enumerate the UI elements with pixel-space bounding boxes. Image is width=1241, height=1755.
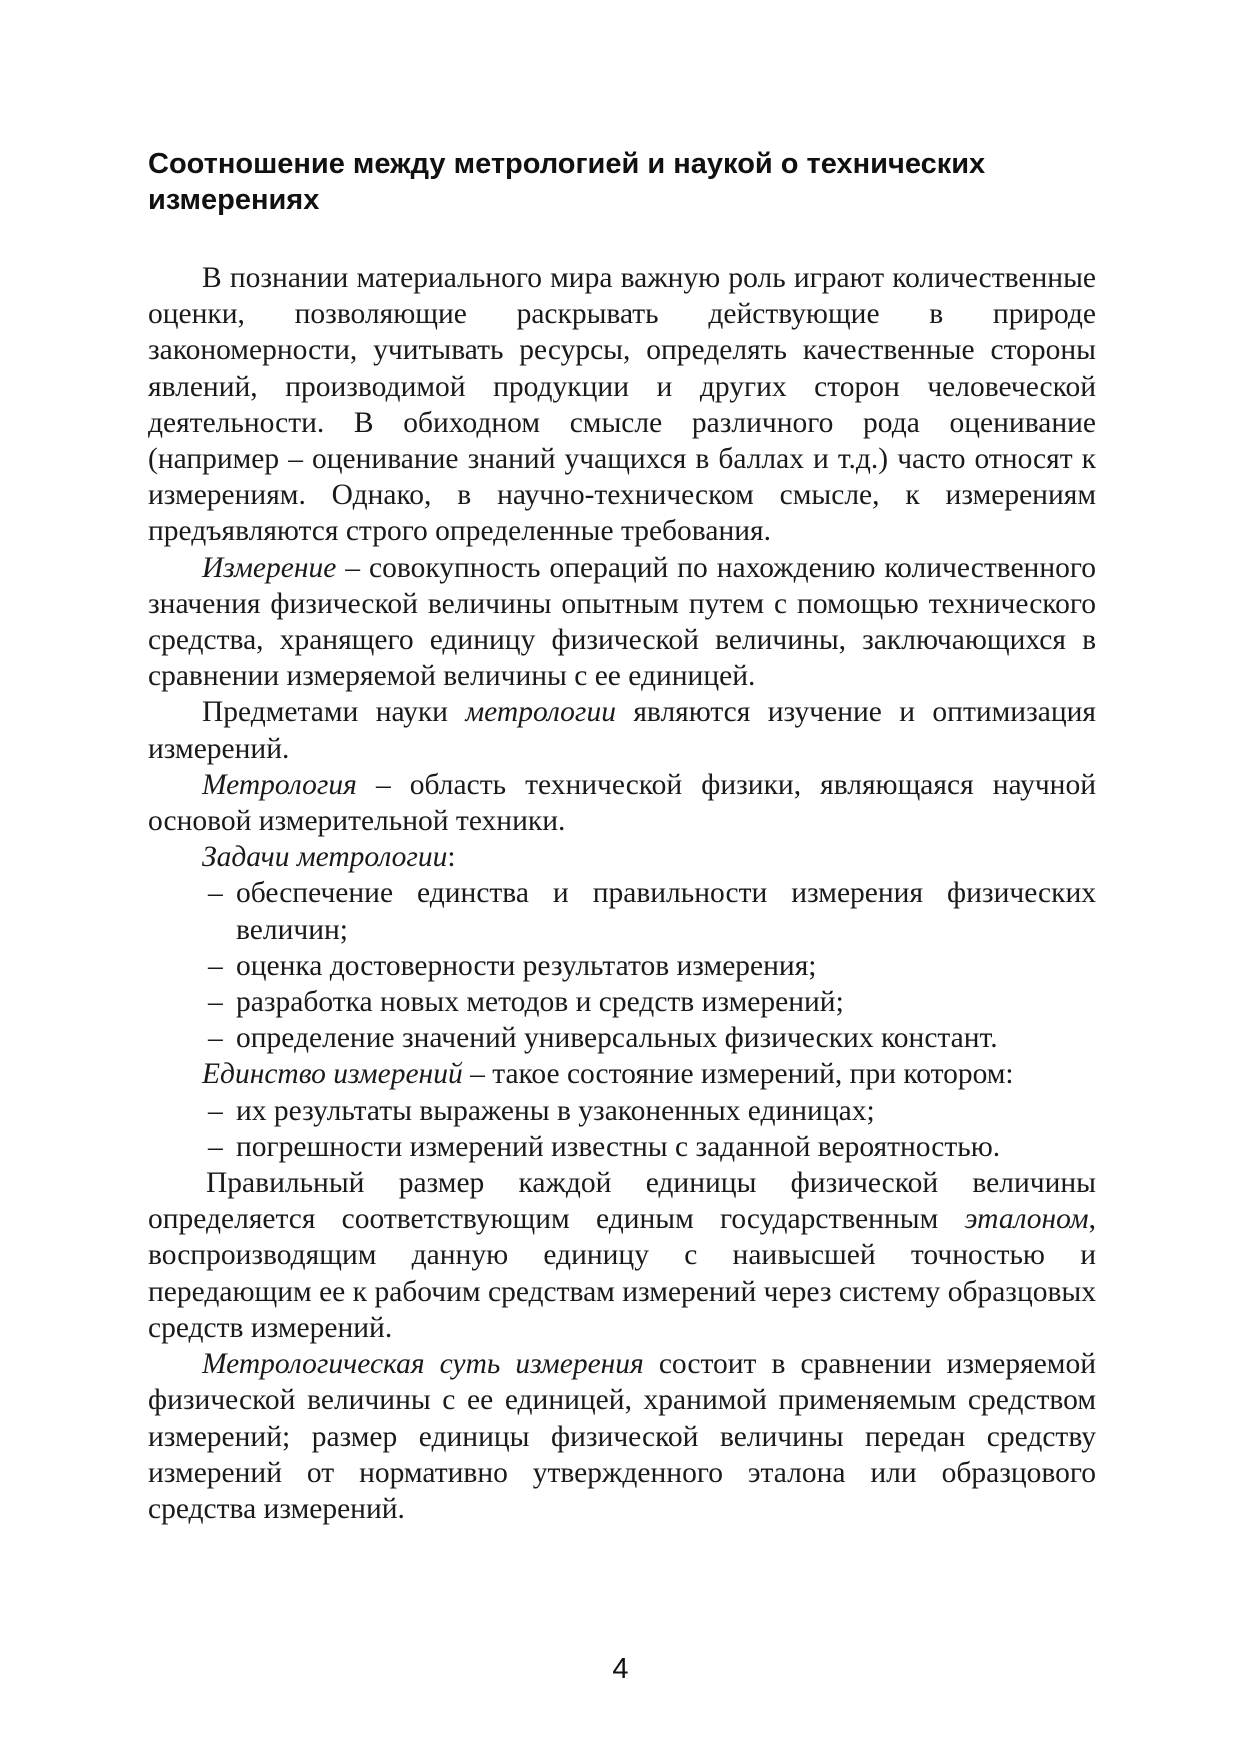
body-text <box>148 260 1096 1527</box>
paragraph-measurement-definition <box>148 550 1096 695</box>
list-item: – обеспечение единства и правильности измерения физических величин; <box>148 875 1096 947</box>
term-measurement: Измерение <box>202 551 337 584</box>
term-metrological-essence: Метрологическая суть измерения <box>202 1348 644 1381</box>
paragraph-metrology-subject <box>148 694 1096 766</box>
term-tasks: Задачи метрологии <box>202 841 448 874</box>
paragraph-metrology-definition <box>148 767 1096 839</box>
paragraph-metrological-essence <box>148 1346 1096 1527</box>
section-heading: Соотношение между метрологией и наукой о технических измерениях <box>148 148 986 216</box>
tasks-list <box>148 875 1096 1056</box>
unity-list <box>148 1093 1096 1165</box>
paragraph-intro: В познании материального мира важную роль играют количественные оценки, позволяющие раскрывать действующие в природе закономерности, учитывать ресурсы, определять качественные стороны явлений, производимой продукции и других сторон человеческой деятельности. В обиходном смысле различного рода оценивание (например – оценивание знаний учащихся в баллах и т.д.) часто относят к измерениям. Однако, в научно-техническом смысле, к измерениям предъявляются строго определенные требования. <box>148 262 1096 548</box>
list-item: – погрешности измерений известны с заданной вероятностью. <box>148 1129 1096 1165</box>
list-item: – определение значений универсальных физических констант. <box>148 1020 1096 1056</box>
metrology-subject-before: Предметами науки <box>202 696 466 729</box>
metrological-essence-text: состоит в сравнении измеряемой физической величины с ее единицей, хранимой применяемым средством измерений; размер единицы физической величины передан средству измерений от нормативно утвержденного эталона или образцового средства измерений. <box>148 1348 1096 1525</box>
page-number: 4 <box>612 1653 629 1685</box>
standard-after: , воспроизводящим данную единицу с наивысшей точностью и передающим ее к рабочим средствам измерений через систему образцовых средств измерений. <box>148 1203 1096 1344</box>
measurement-definition-text: – совокупность операций по нахождению количественного значения физической величины опытным путем с помощью технического средства, хранящего единицу физической величины, заключающихся в сравнении измеряемой величины с ее единицей. <box>148 551 1096 693</box>
tasks-heading <box>148 839 1096 875</box>
term-metrology-inline: метрологии <box>465 696 616 729</box>
paragraph-unity <box>148 1056 1096 1092</box>
list-item: – оценка достоверности результатов измерения; <box>148 948 1096 984</box>
metrology-definition-text: – область технической физики, являющаяся научной основой измерительной техники. <box>148 768 1096 838</box>
term-standard: эталоном <box>964 1203 1089 1236</box>
list-item: – разработка новых методов и средств измерений; <box>148 984 1096 1020</box>
unity-definition-text: – такое состояние измерений, при котором: <box>462 1058 1014 1091</box>
tasks-colon: : <box>447 841 456 874</box>
metrology-subject-after: являются изучение и оптимизация измерений. <box>148 696 1096 765</box>
standard-before: Правильный размер каждой единицы физической величины определяется соответствующим единым государственным <box>148 1167 1096 1236</box>
list-item: – их результаты выражены в узаконенных единицах; <box>148 1093 1096 1129</box>
term-unity: Единство измерений <box>202 1058 463 1091</box>
term-metrology: Метрология <box>202 768 357 801</box>
paragraph-standard <box>148 1165 1096 1346</box>
